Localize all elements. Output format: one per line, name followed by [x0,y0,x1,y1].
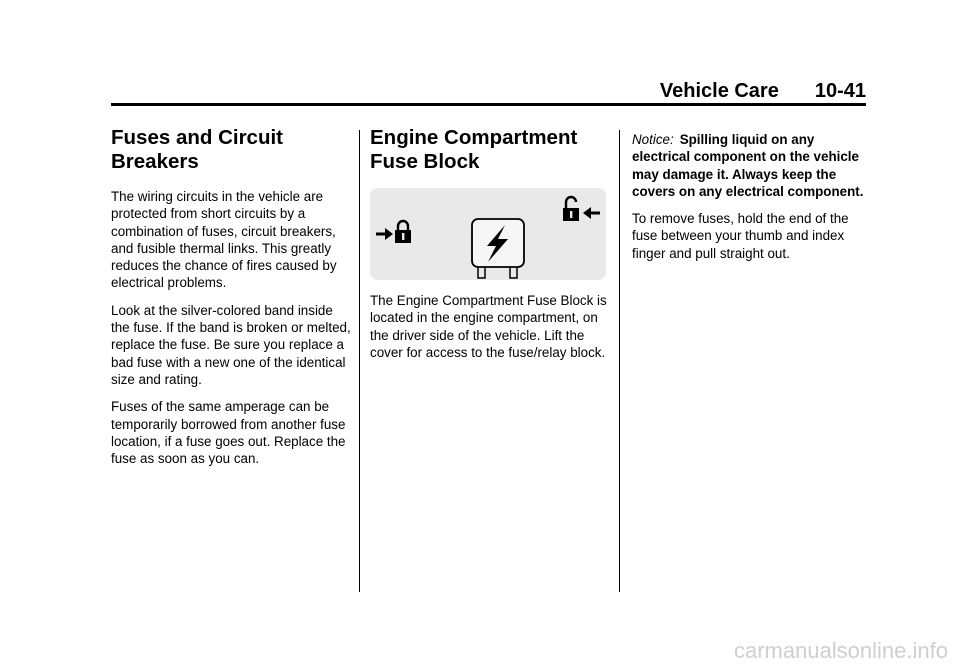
heading-engine-fuse-block: Engine Compartment Fuse Block [370,126,578,173]
paragraph: To remove fuses, hold the end of the fuse between your thumb and index finger and pull straight out. [632,211,849,261]
lock-arrow-in-icon [376,221,411,243]
section-title: Vehicle Care [659,80,779,102]
header-rule [111,103,866,106]
page-header [660,80,866,103]
paragraph: Fuses of the same amperage can be temporarily borrowed from another fuse location, if a fuse goes out. Replace the fuse as soon as you can. [111,399,346,467]
column-notice [632,131,872,272]
notice-paragraph [632,131,872,200]
page-number: 10-41 [814,80,866,102]
column-fuses-breakers [111,126,353,477]
fuse-lightning-icon [472,219,524,278]
heading-fuses-breakers: Fuses and Circuit Breakers [111,126,284,173]
paragraph: Look at the silver-colored band inside the fuse. If the band is broken or melted, replace the fuse. Be sure you replace a bad fuse with a new one of the identical size and rating. [111,302,351,387]
watermark: carmanualsonline.info [733,638,948,663]
column-divider-left [359,130,360,592]
column-engine-fuse-block [370,126,608,371]
fuse-cover-illustration [370,188,606,280]
notice-label: Notice: [632,132,674,147]
column-divider-right [619,130,620,592]
notice-body: Spilling liquid on any electrical component on the vehicle may damage it. Always keep the covers on any electrical component. [632,132,864,199]
paragraph: The Engine Compartment Fuse Block is located in the engine compartment, on the driver side of the vehicle. Lift the cover for access to the fuse/relay block. [370,293,607,360]
unlock-arrow-out-icon [563,197,600,221]
paragraph: The wiring circuits in the vehicle are protected from short circuits by a combination of fuses, circuit breakers, and fusible thermal links. This greatly reduces the chance of fires caused by electrical problems. [111,189,337,291]
